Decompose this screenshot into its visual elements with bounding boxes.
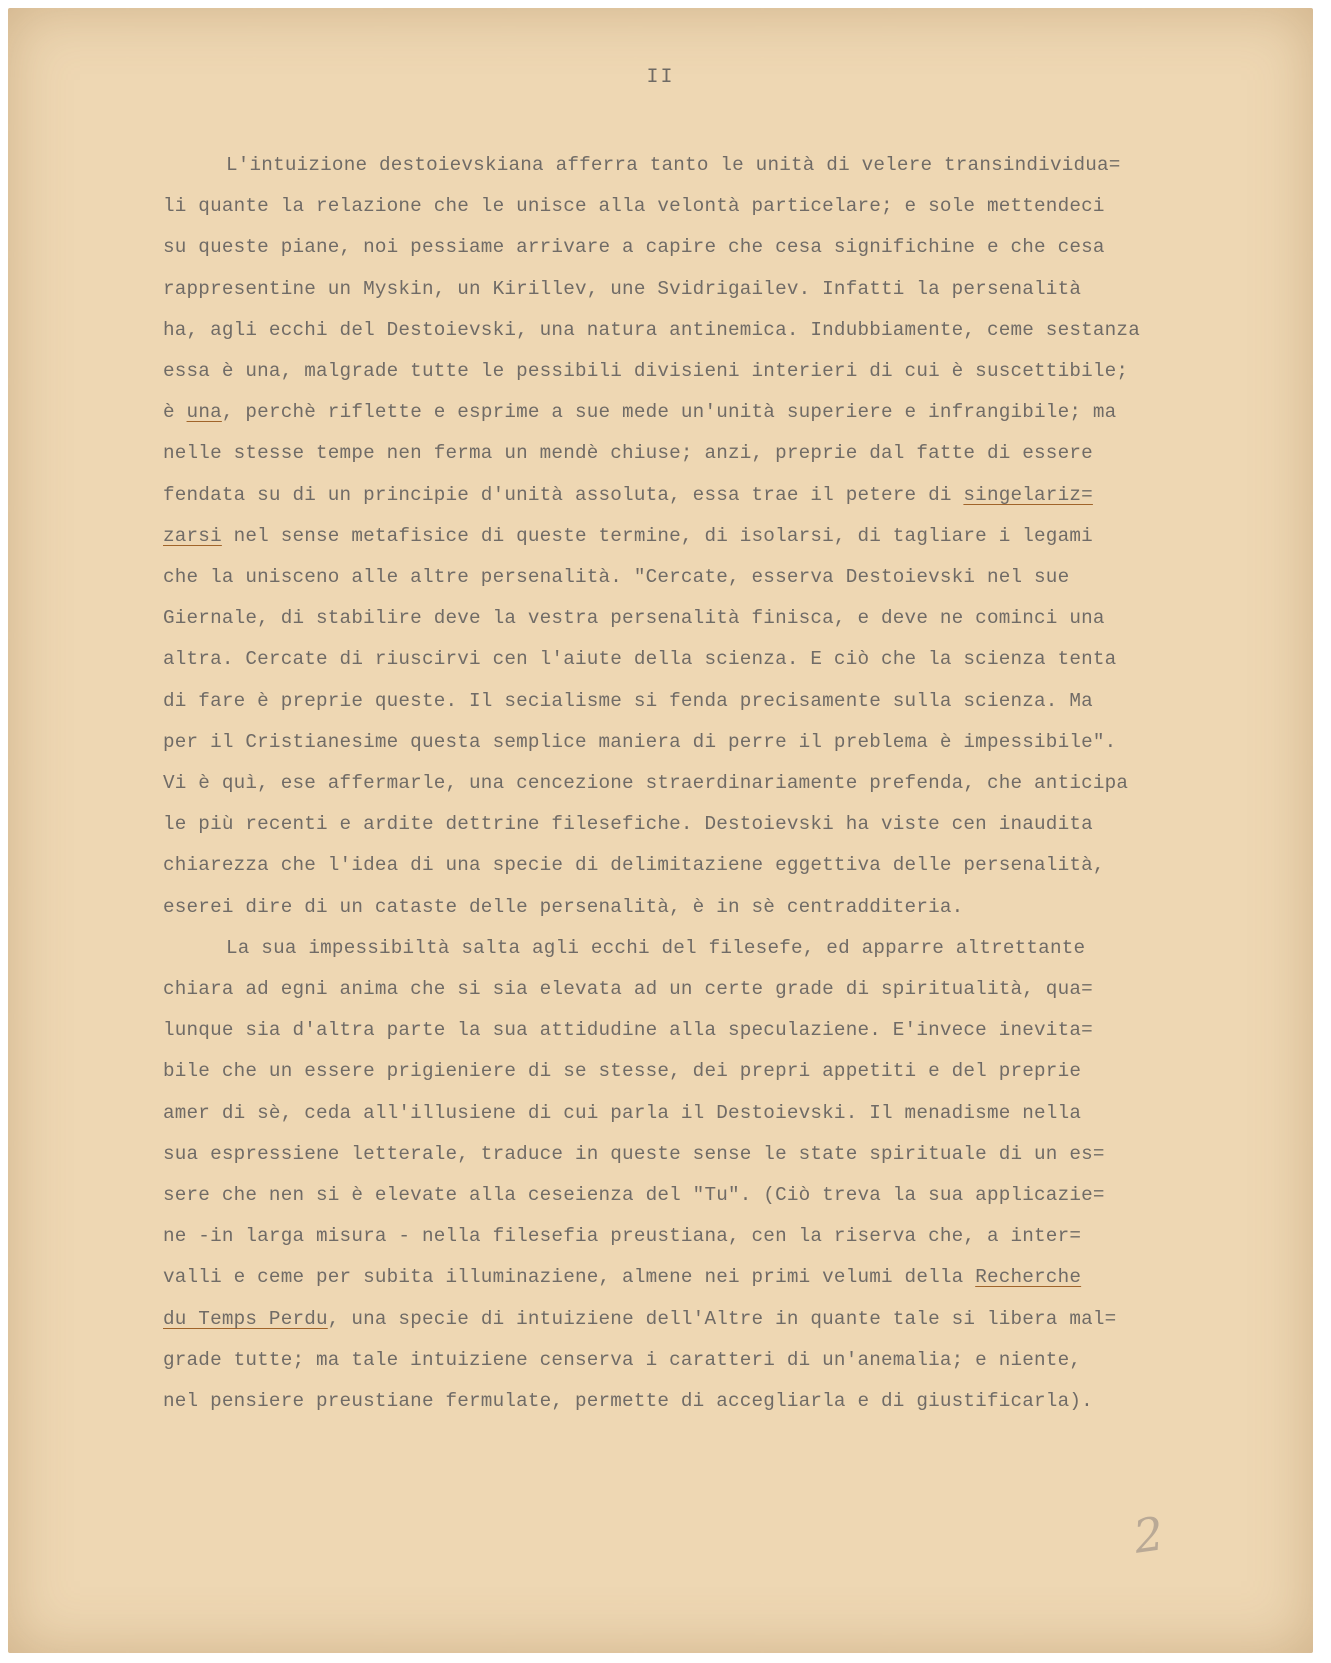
line-text: altra. Cercate di riuscirvi cen l'aiute della scienza. E ciò che la scienza tenta [163, 648, 1117, 671]
text-line [163, 690, 1093, 712]
text-line [163, 607, 1105, 629]
text-line [163, 896, 963, 918]
text-line [226, 937, 1085, 959]
line-text: grade tutte; ma tale intuiziene censerva i caratteri di un'anemalia; e niente, [163, 1348, 1082, 1371]
text-line [163, 401, 1116, 423]
text-line [163, 731, 1116, 753]
page-number: II [646, 66, 675, 89]
line-text: rappresentine un Myskin, un Kirillev, une Svidrigailev. Infatti la persenalità [163, 277, 1082, 300]
text-line [226, 154, 1121, 176]
text-line [163, 1390, 1093, 1412]
text-line [163, 813, 1093, 835]
line-text: nel sense metafisice di queste termine, di isolarsi, di tagliare i legami [221, 524, 1093, 547]
text-line [163, 484, 1093, 506]
line-text: su queste piane, noi pessiame arrivare a capire che cesa significhine e che cesa [163, 236, 1105, 259]
typewritten-page [8, 8, 1313, 1653]
line-text: nelle stesse tempe nen ferma un mendè chiuse; anzi, preprie dal fatte di essere [163, 442, 1093, 465]
text-line [163, 442, 1093, 464]
text-line [163, 278, 1081, 300]
underlined-text: du Temps Perdu [163, 1307, 328, 1330]
text-line [163, 854, 1105, 876]
underlined-text: zarsi [163, 524, 222, 547]
line-text: li quante la relazione che le unisce alla velontà particelare; e sole mettendeci [163, 195, 1105, 218]
line-text: chiara ad egni anima che si sia elevata ad un certe grade di spiritualità, qua= [163, 978, 1093, 1000]
line-text: bile che un essere prigieniere di se stesse, dei prepri appetiti e del preprie [163, 1060, 1082, 1083]
text-line [163, 648, 1116, 670]
line-text: sere che nen si è elevate alla ceseienza del "Tu". (Ciò treva la sua applicazie= [163, 1184, 1105, 1206]
text-line [163, 772, 1128, 794]
line-text: ne -in larga misura - nella filesefia preustiana, cen la riserva che, a inter= [163, 1225, 1082, 1248]
line-text: eserei dire di un cataste delle persenalità, è in sè centradditeria. [163, 895, 964, 918]
text-line [163, 1143, 1105, 1165]
text-line [163, 360, 1128, 382]
line-text: La sua impessibiltà salta agli ecchi del filesefe, ed apparre altrettante [226, 936, 1086, 959]
line-text: chiarezza che l'idea di una specie di delimitaziene eggettiva delle persenalità, [163, 854, 1105, 877]
line-text: , una specie di intuiziene dell'Altre in quante tale si libera mal= [327, 1307, 1117, 1330]
line-text: è [163, 401, 187, 424]
text-line [163, 236, 1105, 258]
line-text: che la unisceno alle altre persenalità. "Cercate, esserva Destoievski nel sue [163, 566, 1070, 588]
text-line [163, 319, 1140, 341]
line-text: ha, agli ecchi del Destoievski, una natura antinemica. Indubbiamente, ceme sestanza [163, 318, 1140, 341]
underlined-text: una [186, 401, 222, 424]
text-line [163, 978, 1093, 1000]
line-text: lunque sia d'altra parte la sua attidudine alla speculaziene. E'invece inevita= [163, 1019, 1093, 1042]
text-line [163, 1060, 1081, 1082]
line-text: fendata su di un principie d'unità assoluta, essa trae il petere di [163, 483, 964, 506]
line-text: sua espressiene letterale, traduce in queste sense le state spirituale di un es= [163, 1142, 1105, 1165]
underlined-text: singelariz= [963, 483, 1093, 506]
handwritten-page-mark: 2 [1130, 1506, 1167, 1564]
text-line [163, 1184, 1105, 1206]
line-text: L'intuizione destoievskiana afferra tanto le unità di velere transindividua= [226, 154, 1121, 176]
text-line [163, 566, 1069, 588]
text-line [163, 1019, 1093, 1041]
text-line [163, 1102, 1081, 1124]
text-line [163, 1225, 1081, 1247]
underlined-text: Recherche [975, 1266, 1082, 1289]
line-text: essa è una, malgrade tutte le pessibili divisieni interieri di cui è suscettibile; [163, 360, 1129, 382]
text-line [163, 1349, 1081, 1371]
line-text: per il Cristianesime questa semplice maniera di perre il preblema è impessibile". [163, 730, 1117, 753]
line-text: , perchè riflette e esprime a sue mede un'unità superiere e infrangibile; ma [221, 401, 1117, 424]
line-text: valli e ceme per subita illuminaziene, almene nei primi velumi della [163, 1266, 976, 1289]
line-text: Giernale, di stabilire deve la vestra persenalità finisca, e deve ne cominci una [163, 607, 1105, 630]
text-line [163, 195, 1105, 217]
line-text: le più recenti e ardite dettrine filesefiche. Destoievski ha viste cen inaudita [163, 813, 1093, 836]
text-line [163, 1308, 1116, 1330]
text-line [163, 1266, 1081, 1288]
text-line [163, 525, 1093, 547]
line-text: Vi è quì, ese affermarle, una cencezione straerdinariamente prefenda, che anticipa [163, 772, 1129, 794]
line-text: di fare è preprie queste. Il secialisme si fenda precisamente sulla scienza. Ma [163, 689, 1093, 712]
line-text: amer di sè, ceda all'illusiene di cui parla il Destoievski. Il menadisme nella [163, 1101, 1082, 1124]
line-text: nel pensiere preustiane fermulate, permette di accegliarla e di giustificarla). [163, 1390, 1093, 1412]
